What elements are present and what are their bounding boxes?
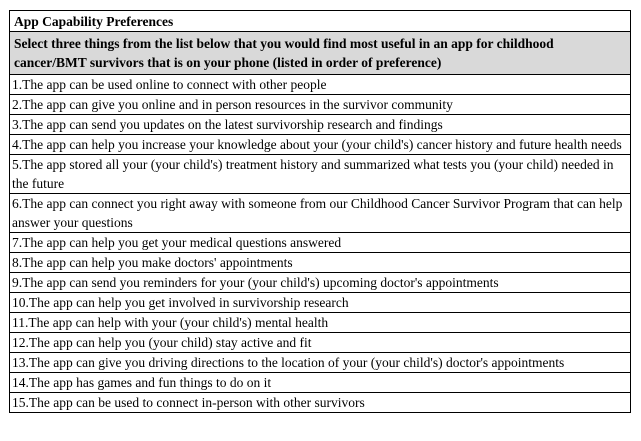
table-row: 8.The app can help you make doctors' appointments — [10, 253, 630, 273]
table-row: 9.The app can send you reminders for your (your child's) upcoming doctor's appointments — [10, 273, 630, 293]
table-row: 4.The app can help you increase your knowledge about your (your child's) cancer history and future health needs — [10, 135, 630, 155]
table-row: 1.The app can be used online to connect with other people — [10, 75, 630, 95]
table-instruction: Select three things from the list below that you would find most useful in an app for childhood cancer/BMT survivors that is on your phone (listed in order of preference) — [10, 32, 630, 75]
table-row: 10.The app can help you get involved in survivorship research — [10, 293, 630, 313]
table-row: 12.The app can help you (your child) stay active and fit — [10, 333, 630, 353]
table-row: 14.The app has games and fun things to do on it — [10, 373, 630, 393]
table-row: 11.The app can help with your (your child's) mental health — [10, 313, 630, 333]
table-title: App Capability Preferences — [10, 11, 630, 32]
table-row: 13.The app can give you driving directions to the location of your (your child's) doctor's appointments — [10, 353, 630, 373]
table-row: 15.The app can be used to connect in-person with other survivors — [12, 395, 365, 410]
table-body — [10, 75, 630, 412]
table-row: 6.The app can connect you right away with someone from our Childhood Cancer Survivor Program that can help answer your questions — [10, 194, 630, 233]
table-row: 7.The app can help you get your medical questions answered — [10, 233, 630, 253]
preferences-table — [9, 10, 631, 413]
table-row: 2.The app can give you online and in person resources in the survivor community — [10, 95, 630, 115]
table-row: 5.The app stored all your (your child's) treatment history and summarized what tests you (your child) needed in the future — [10, 155, 630, 194]
table-row: 3.The app can send you updates on the latest survivorship research and findings — [10, 115, 630, 135]
